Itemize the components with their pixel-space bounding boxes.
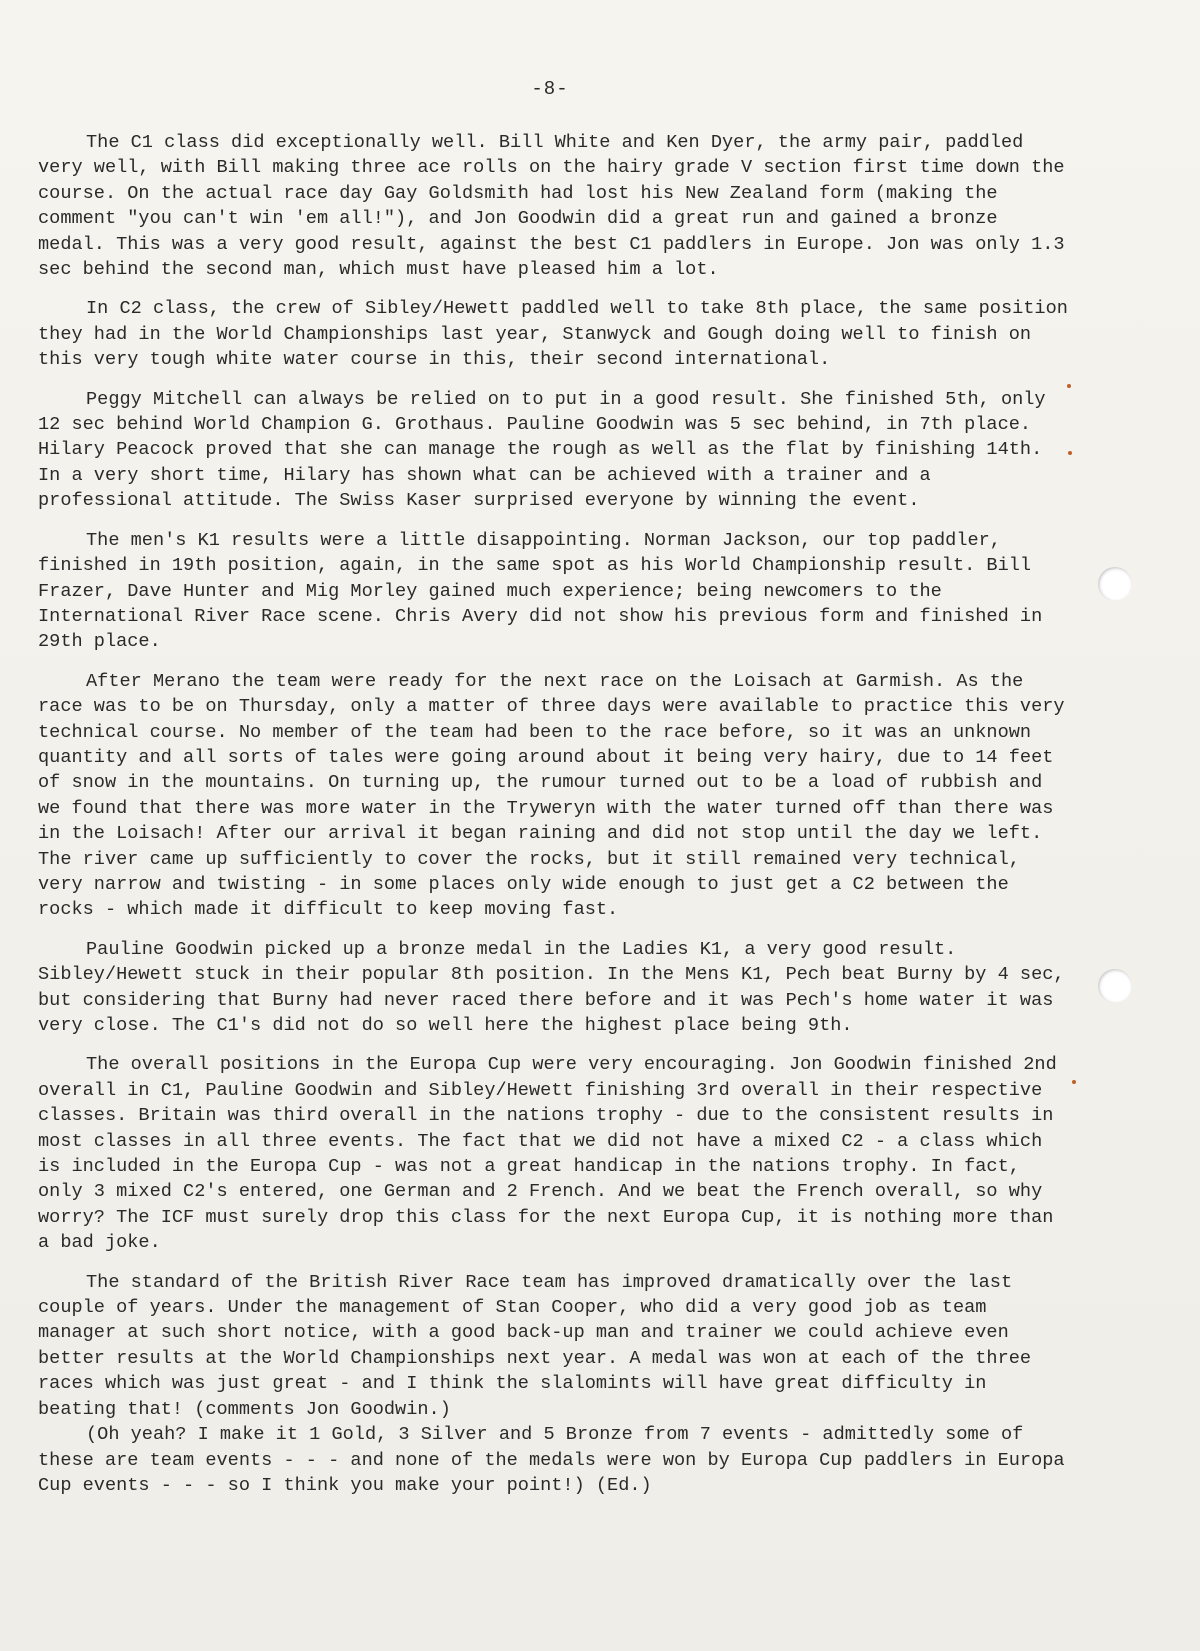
paragraph-mens-k1: The men's K1 results were a little disappointing. Norman Jackson, our top paddler, finished in 19th position, again, in the same spot as his World Championship result. Bill Frazer, Dave Hunter and Mig Morley gained much experience; being newcomers to the International River Race scene. Chris Avery did not show his previous form and finished in 29th place.	[38, 529, 1043, 653]
ink-mark	[1072, 1080, 1076, 1084]
punch-hole	[1098, 969, 1132, 1003]
paragraph-loisach-race: After Merano the team were ready for the next race on the Loisach at Garmish. As the race was to be on Thursday, only a matter of three days were available to practice this very technical course. No member of the team had been to the race before, so it was an unknown quantity and all sorts of tales were going around about it being very hairy, due to 14 feet of snow in the mountains. On turning up, the rumour turned out to be a load of rubbish and we found that there was more water in the Tryweryn with the water turned off than there was in the Loisach! After our arrival it began raining and did not stop until the day we left. The river came up sufficiently to cover the rocks, but it still remained very technical, very narrow and twisting - in some places only wide enough to just get a C2 between the rocks - which made it difficult to keep moving fast.	[38, 670, 1065, 921]
paragraph-ladies-k1: Peggy Mitchell can always be relied on to put in a good result. She finished 5th, only 12 sec behind World Champion G. Grothaus. Pauline Goodwin was 5 sec behind, in 7th place. Hilary Peacock proved that she can manage the rough as well as the flat by finishing 14th. In a very short time, Hilary has shown what can be achieved with a trainer and a professional attitude. The Swiss Kaser surprised everyone by winning the event.	[38, 388, 1046, 512]
ink-mark	[1068, 451, 1072, 455]
paragraph-team-standard: The standard of the British River Race team has improved dramatically over the last couple of years. Under the management of Stan Cooper, who did a very good job as team manager at such short notice, with a good back-up man and trainer we could achieve even better results at the World Championships next year. A medal was won at each of the three races which was just great - and I think the slalomints will have great difficulty in beating that! (comments Jon Goodwin.)	[38, 1271, 1032, 1420]
paragraph-europa-cup-overall: The overall positions in the Europa Cup were very encouraging. Jon Goodwin finished 2nd overall in C1, Pauline Goodwin and Sibley/Hewett finishing 3rd overall in their respective classes. Britain was third overall in the nations trophy - due to the consistent results in most classes in all three events. The fact that we did not have a mixed C2 - a class which is included in the Europa Cup - was not a great handicap in the nations trophy. In fact, only 3 mixed C2's entered, one German and 2 French. And we beat the French overall, so why worry? The ICF must surely drop this class for the next Europa Cup, it is nothing more than a bad joke.	[38, 1054, 1057, 1254]
page-number: -8-	[531, 78, 569, 100]
punch-hole	[1098, 567, 1132, 601]
paragraph-c1-class: The C1 class did exceptionally well. Bill White and Ken Dyer, the army pair, paddled very well, with Bill making three ace rolls on the hairy grade V section first time down the course. On the actual race day Gay Goldsmith had lost his New Zealand form (making the comment "you can't win 'em all!"), and Jon Goodwin did a great run and gained a bronze medal. This was a very good result, against the best C1 paddlers in Europe. Jon was only 1.3 sec behind the second man, which must have pleased him a lot.	[38, 132, 1065, 281]
editor-note: (Oh yeah? I make it 1 Gold, 3 Silver and 5 Bronze from 7 events - admittedly some of these are team events - - - and none of the medals were won by Europa Cup paddlers in Europa Cup events - - - so I think you make your point!) (Ed.)	[38, 1424, 1065, 1496]
ink-mark	[1067, 384, 1071, 388]
article-body	[38, 130, 1068, 1498]
paragraph-c2-class: In C2 class, the crew of Sibley/Hewett paddled well to take 8th place, the same position they had in the World Championships last year, Stanwyck and Gough doing well to finish on this very tough white water course in this, their second international.	[38, 298, 1068, 371]
paragraph-loisach-results: Pauline Goodwin picked up a bronze medal in the Ladies K1, a very good result. Sibley/Hewett stuck in their popular 8th position. In the Mens K1, Pech beat Burny by 4 sec, but considering that Burny had never raced there before and it was Pech's home water it was very close. The C1's did not do so well here the highest place being 9th.	[38, 938, 1065, 1036]
